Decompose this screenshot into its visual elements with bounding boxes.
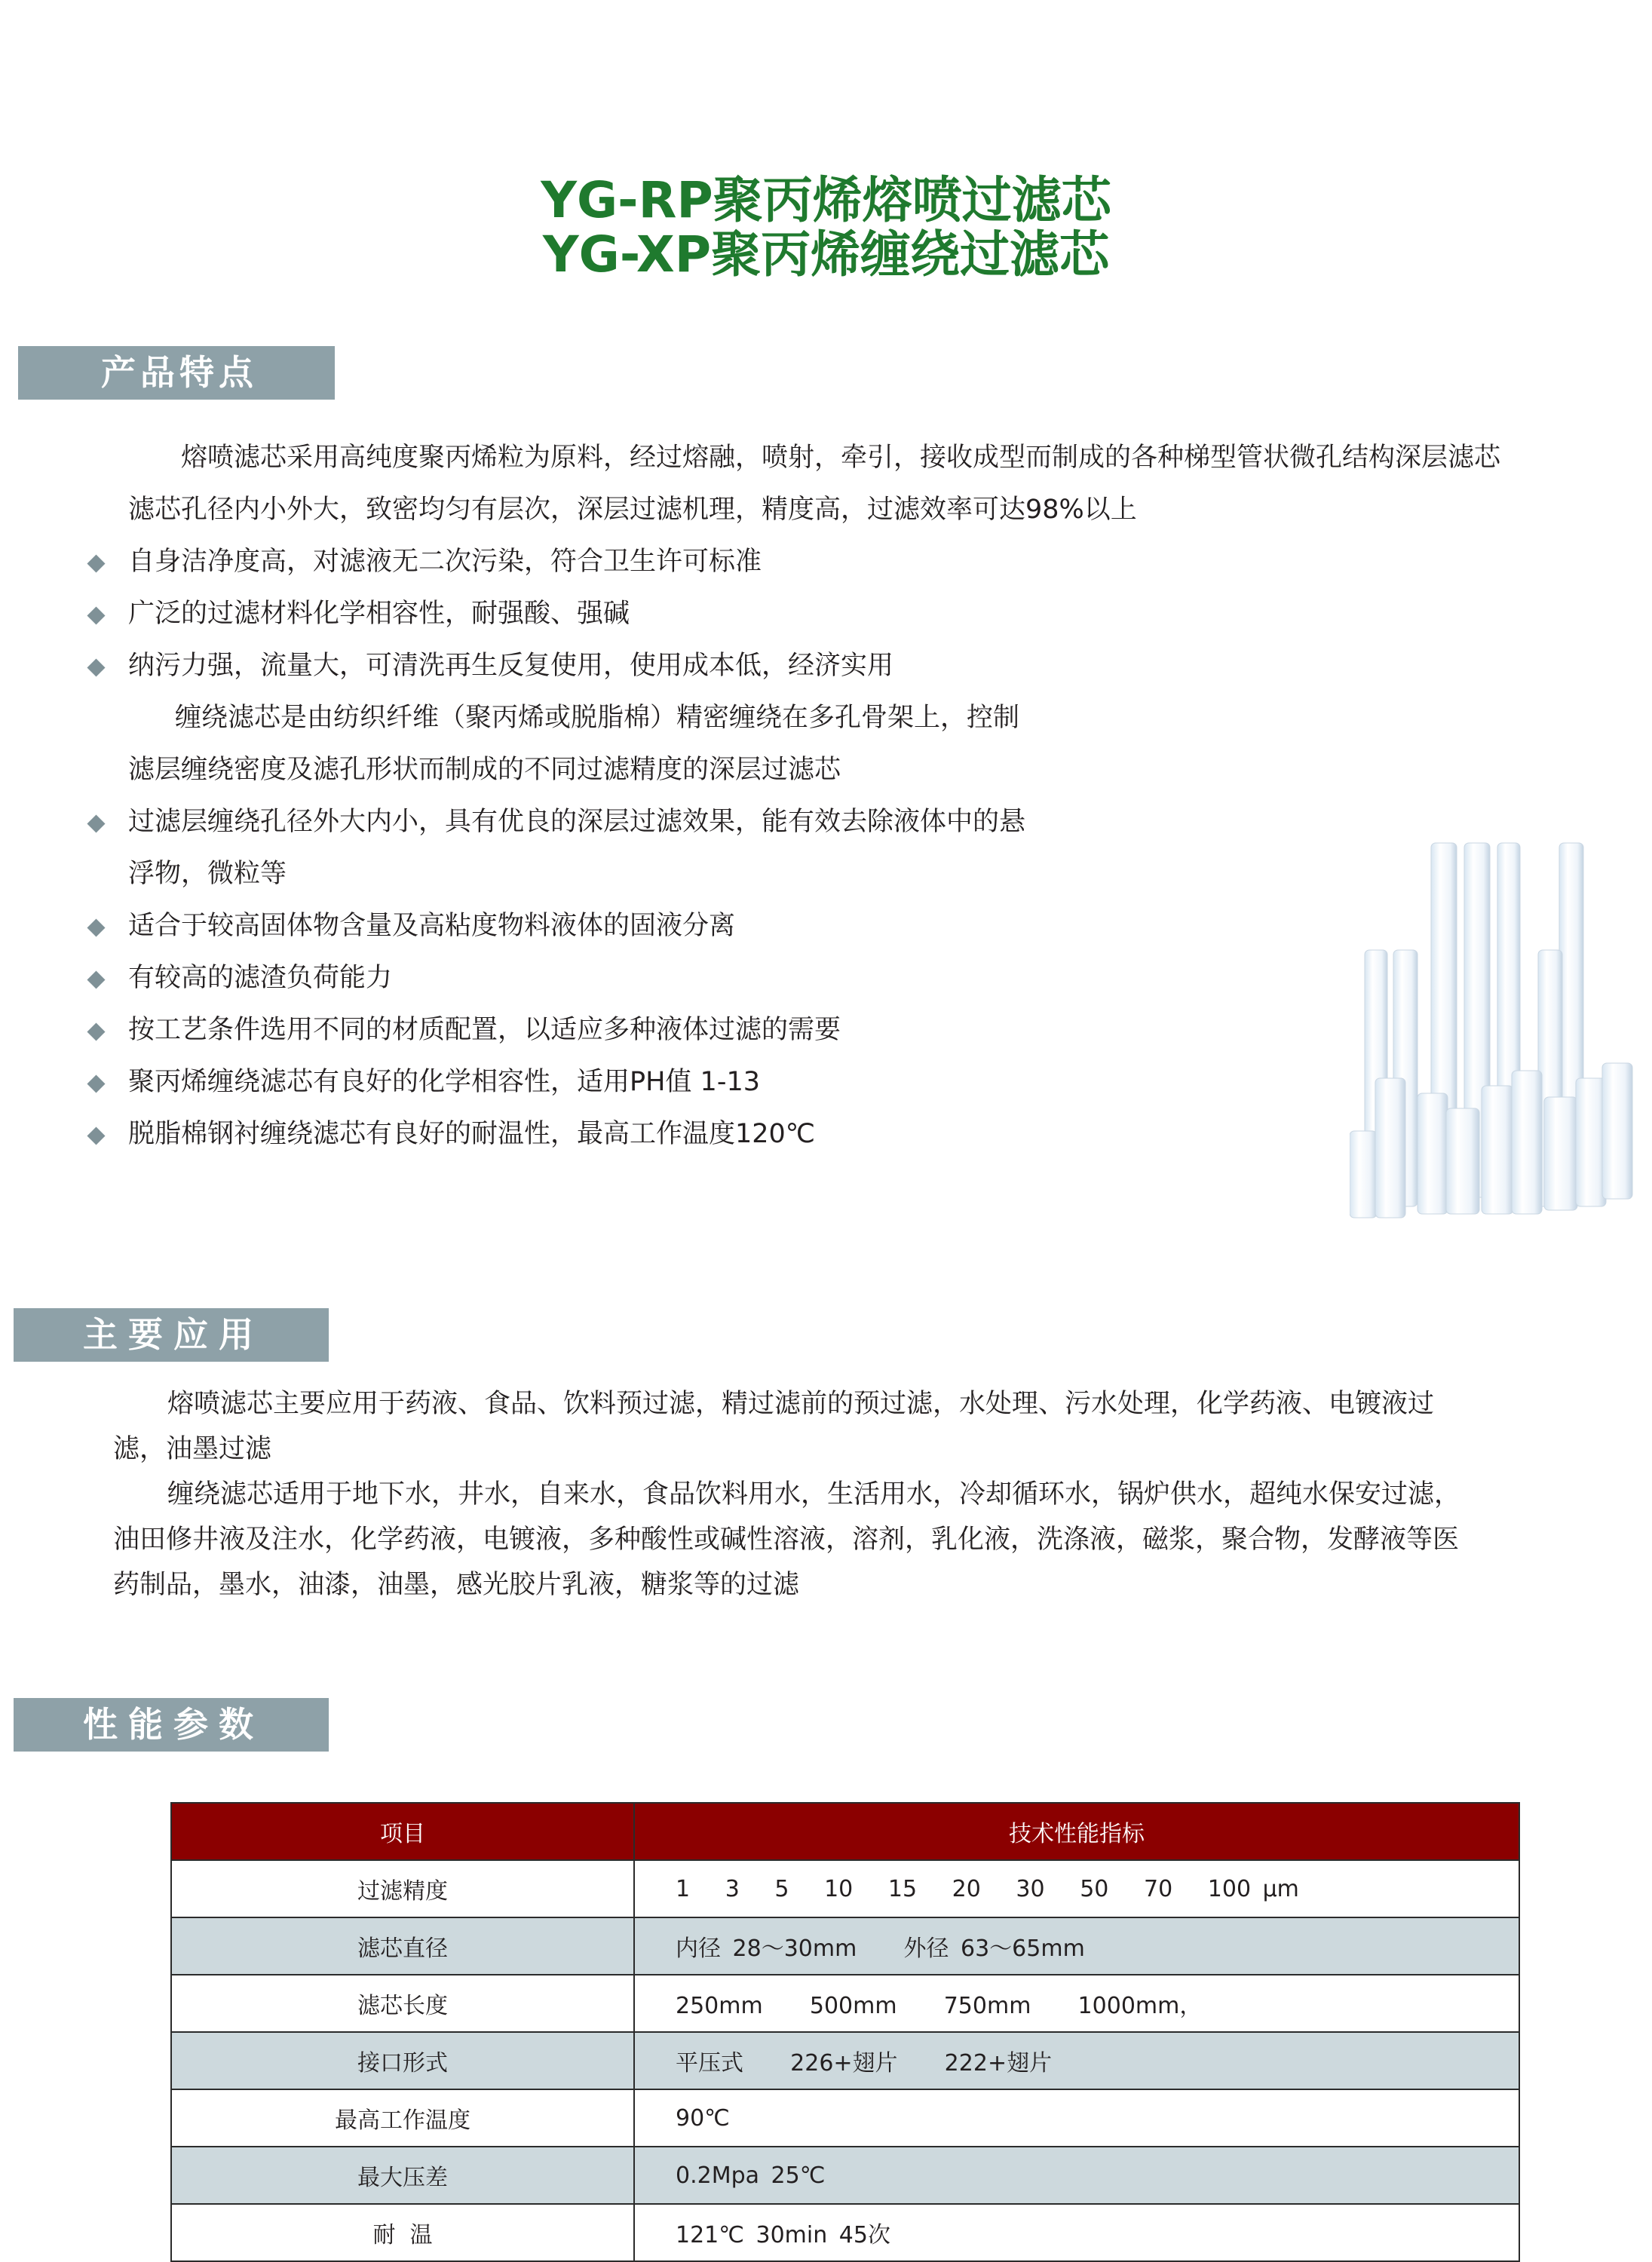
table-cell-item: 耐 温 xyxy=(171,2204,634,2261)
applications-para-2-line-1: 缠绕滤芯适用于地下水，井水，自来水，食品饮料用水，生活用水，冷却循环水，锅炉供水，超纯水保安过滤， xyxy=(167,1479,1461,1510)
feature-bullet: 自身洁净度高，对滤液无二次污染，符合卫生许可标准 xyxy=(128,547,762,577)
filter-cartridges-photo xyxy=(1350,837,1644,1221)
section-heading-applications: 主要应用 xyxy=(14,1308,329,1362)
table-cell-spec: 内径 28～30mm 外径 63～65mm xyxy=(634,1917,1519,1975)
title-line-2: YG-XP聚丙烯缠绕过滤芯 xyxy=(542,225,1110,284)
performance-table xyxy=(170,1802,1520,2262)
table-cell-item: 最大压差 xyxy=(171,2147,634,2204)
table-cell-spec: 1 3 5 10 15 20 30 50 70 100 μm xyxy=(634,1860,1519,1917)
feature-bullet: 脱脂棉钢衬缠绕滤芯有良好的耐温性，最高工作温度120℃ xyxy=(128,1119,816,1149)
feature-bullet: 按工艺条件选用不同的材质配置，以适应多种液体过滤的需要 xyxy=(128,1015,841,1045)
diamond-bullet-icon xyxy=(87,970,105,988)
features-intro-1-cont: 滤芯孔径内小外大，致密均匀有层次，深层过滤机理，精度高，过滤效率可达98%以上 xyxy=(128,495,1137,525)
feature-bullet: 广泛的过滤材料化学相容性，耐强酸、强碱 xyxy=(128,599,630,629)
table-row xyxy=(171,2089,1519,2147)
table-header-row xyxy=(171,1803,1519,1860)
diamond-bullet-icon xyxy=(87,814,105,832)
features-intro-1: 熔喷滤芯采用高纯度聚丙烯粒为原料，经过熔融，喷射，牵引，接收成型而制成的各种梯型管状微孔结构深层滤芯 xyxy=(181,443,1501,473)
table-cell-spec: 0.2Mpa 25℃ xyxy=(634,2147,1519,2204)
table-row xyxy=(171,1860,1519,1917)
column-header-spec: 技术性能指标 xyxy=(634,1803,1519,1860)
table-cell-item: 滤芯直径 xyxy=(171,1917,634,1975)
applications-para-1-line-2: 滤，油墨过滤 xyxy=(113,1434,272,1464)
diamond-bullet-icon xyxy=(87,1126,105,1145)
table-row xyxy=(171,2147,1519,2204)
diamond-bullet-icon xyxy=(87,1074,105,1093)
diamond-bullet-icon xyxy=(87,554,105,572)
feature-bullet: 有较高的滤渣负荷能力 xyxy=(128,963,393,993)
title-line-1: YG-RP聚丙烯熔喷过滤芯 xyxy=(541,171,1111,229)
table-cell-item: 过滤精度 xyxy=(171,1860,634,1917)
table-row xyxy=(171,2032,1519,2089)
table-row xyxy=(171,1975,1519,2032)
feature-bullet-cont: 浮物，微粒等 xyxy=(128,859,287,889)
table-row xyxy=(171,2204,1519,2261)
section-heading-performance: 性能参数 xyxy=(14,1698,329,1752)
feature-bullet: 纳污力强，流量大，可清洗再生反复使用，使用成本低，经济实用 xyxy=(128,651,894,681)
table-cell-item: 最高工作温度 xyxy=(171,2089,634,2147)
applications-para-2-line-2: 油田修井液及注水，化学药液，电镀液，多种酸性或碱性溶液，溶剂，乳化液，洗涤液，磁浆，聚合物，发酵液等医 xyxy=(113,1525,1460,1555)
column-header-item: 项目 xyxy=(171,1803,634,1860)
diamond-bullet-icon xyxy=(87,1022,105,1041)
table-cell-spec: 90℃ xyxy=(634,2089,1519,2147)
table-cell-item: 滤芯长度 xyxy=(171,1975,634,2032)
table-row xyxy=(171,1917,1519,1975)
features-intro-2-cont: 滤层缠绕密度及滤孔形状而制成的不同过滤精度的深层过滤芯 xyxy=(128,755,841,785)
features-intro-2: 缠绕滤芯是由纺织纤维（聚丙烯或脱脂棉）精密缠绕在多孔骨架上，控制 xyxy=(175,703,1020,733)
applications-para-2-line-3: 药制品，墨水，油漆，油墨，感光胶片乳液，糖浆等的过滤 xyxy=(113,1570,800,1600)
applications-para-1-line-1: 熔喷滤芯主要应用于药液、食品、饮料预过滤，精过滤前的预过滤，水处理、污水处理，化学药液、电镀液过 xyxy=(167,1389,1435,1419)
table-cell-spec: 250mm 500mm 750mm 1000mm， xyxy=(634,1975,1519,2032)
table-cell-item: 接口形式 xyxy=(171,2032,634,2089)
feature-bullet: 适合于较高固体物含量及高粘度物料液体的固液分离 xyxy=(128,911,736,941)
section-heading-features: 产品特点 xyxy=(18,346,335,400)
table-cell-spec: 121℃ 30min 45次 xyxy=(634,2204,1519,2261)
feature-bullet: 过滤层缠绕孔径外大内小，具有优良的深层过滤效果，能有效去除液体中的悬 xyxy=(128,807,1026,837)
feature-bullet: 聚丙烯缠绕滤芯有良好的化学相容性，适用PH值 1-13 xyxy=(128,1067,760,1097)
table-cell-spec: 平压式 226+翅片 222+翅片 xyxy=(634,2032,1519,2089)
diamond-bullet-icon xyxy=(87,918,105,936)
diamond-bullet-icon xyxy=(87,658,105,676)
diamond-bullet-icon xyxy=(87,606,105,624)
